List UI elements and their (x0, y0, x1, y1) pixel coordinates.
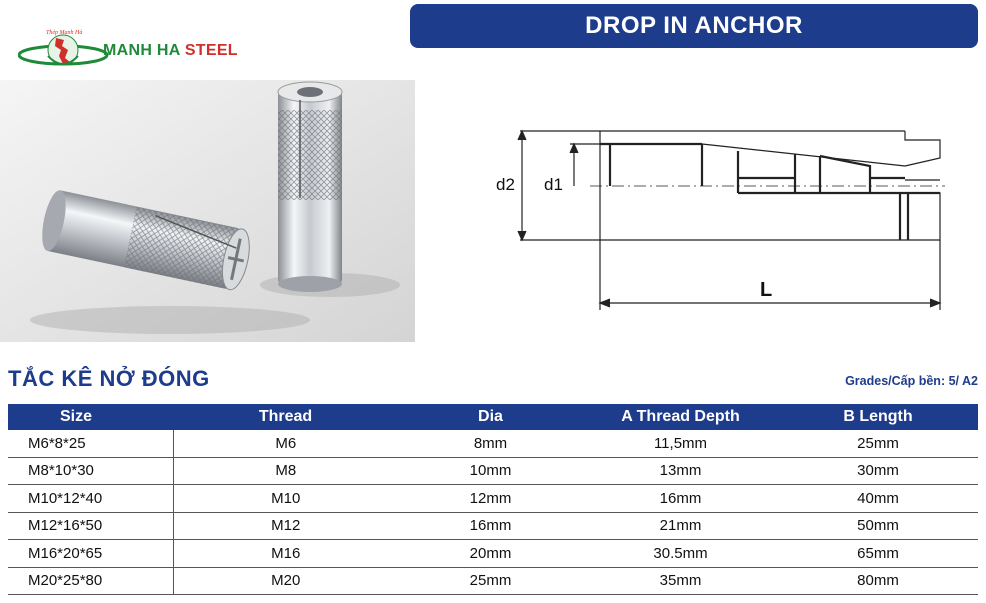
cell-length: 50mm (778, 512, 978, 540)
cell-size: M20*25*80 (8, 567, 173, 595)
grades-label: Grades/Cấp bền: 5/ A2 (845, 374, 978, 388)
dimension-drawing (490, 118, 950, 318)
page-title-bar (410, 4, 978, 48)
table-row (8, 430, 978, 457)
header-dia: Dia (398, 404, 583, 430)
cell-thread: M10 (173, 485, 398, 513)
table-row (8, 540, 978, 568)
cell-dia: 16mm (398, 512, 583, 540)
section-title: TẮC KÊ NỞ ĐÓNG (8, 366, 210, 391)
table-row (8, 457, 978, 485)
header-size: Size (8, 404, 173, 430)
cell-thread: M6 (173, 430, 398, 457)
logo-word-manh-ha: MANH HA (103, 42, 181, 59)
dimension-label-d2: d2 (496, 175, 515, 194)
cell-thread: M12 (173, 512, 398, 540)
table-row (8, 512, 978, 540)
cell-length: 65mm (778, 540, 978, 568)
cell-thread-depth: 13mm (583, 457, 778, 485)
table-header-row (8, 404, 978, 430)
cell-size: M16*20*65 (8, 540, 173, 568)
logo-globe-caption: Thép Mạnh Hà (46, 30, 83, 36)
cell-dia: 10mm (398, 457, 583, 485)
cell-thread-depth: 11,5mm (583, 430, 778, 457)
page-title: DROP IN ANCHOR (585, 12, 803, 39)
table-row (8, 567, 978, 595)
logo-brand-name (103, 42, 238, 60)
cell-length: 30mm (778, 457, 978, 485)
header-thread-depth: A Thread Depth (583, 404, 778, 430)
cell-length: 80mm (778, 567, 978, 595)
cell-size: M10*12*40 (8, 485, 173, 513)
dimension-label-l: L (760, 279, 773, 301)
cell-size: M8*10*30 (8, 457, 173, 485)
drop-in-anchor-photo (0, 80, 415, 342)
cell-thread-depth: 21mm (583, 512, 778, 540)
cell-dia: 12mm (398, 485, 583, 513)
cell-dia: 8mm (398, 430, 583, 457)
cell-length: 40mm (778, 485, 978, 513)
cell-dia: 25mm (398, 567, 583, 595)
cell-thread-depth: 16mm (583, 485, 778, 513)
cell-thread: M20 (173, 567, 398, 595)
table-row (8, 485, 978, 513)
cell-thread: M8 (173, 457, 398, 485)
cell-size: M12*16*50 (8, 512, 173, 540)
header-length: B Length (778, 404, 978, 430)
cell-size: M6*8*25 (8, 430, 173, 457)
spec-table (8, 404, 978, 595)
cell-thread: M16 (173, 540, 398, 568)
cell-length: 25mm (778, 430, 978, 457)
cell-thread-depth: 35mm (583, 567, 778, 595)
header-thread: Thread (173, 404, 398, 430)
cell-dia: 20mm (398, 540, 583, 568)
dimension-label-d1: d1 (544, 175, 563, 194)
cell-thread-depth: 30.5mm (583, 540, 778, 568)
logo-word-steel: STEEL (184, 42, 238, 59)
